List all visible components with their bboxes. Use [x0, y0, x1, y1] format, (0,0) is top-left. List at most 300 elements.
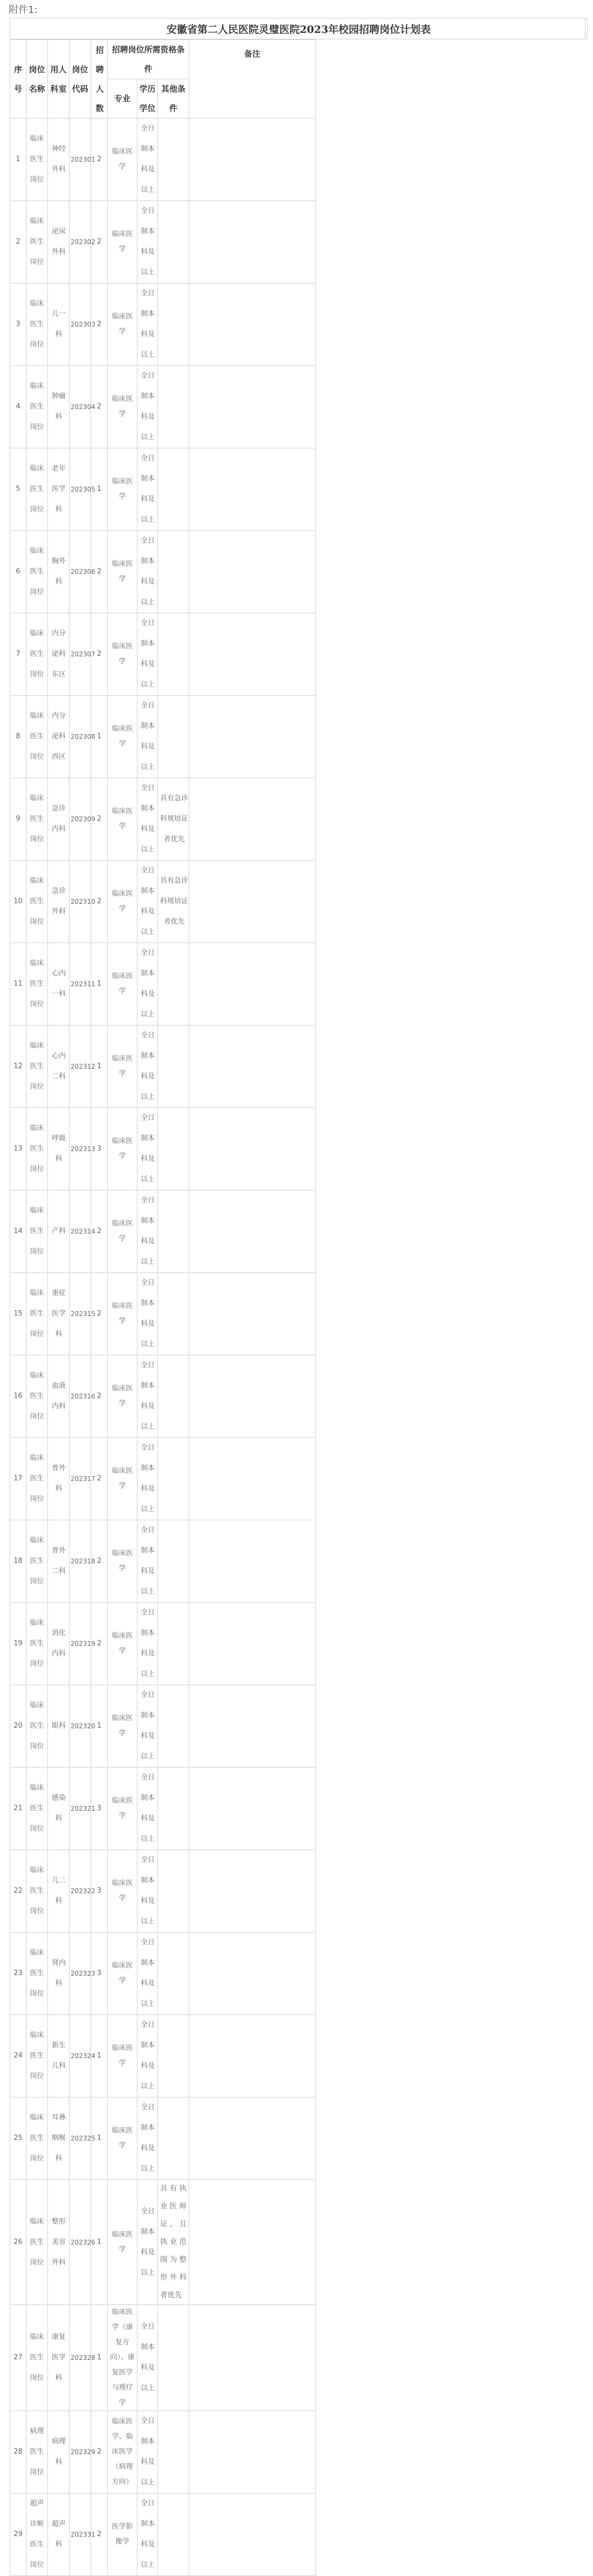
table-row	[10, 1108, 316, 1190]
cell-position: 临床医生岗位	[26, 1850, 48, 1933]
cell-remarks	[189, 1850, 316, 1933]
cell-position: 超声诊断医生岗位	[26, 2494, 48, 2576]
table-row	[10, 1685, 316, 1768]
cell-code: 202303	[70, 283, 91, 366]
cell-education: 全日制本科及以上	[137, 696, 158, 778]
cell-position: 临床医生岗位	[26, 201, 48, 283]
cell-seq: 20	[10, 1685, 26, 1768]
cell-major: 临床医学	[108, 1603, 137, 1685]
cell-major: 临床医学	[108, 613, 137, 696]
cell-code: 202313	[70, 1108, 91, 1190]
cell-remarks	[189, 1603, 316, 1685]
cell-seq: 6	[10, 531, 26, 613]
cell-department: 耳鼻咽喉科	[48, 2097, 70, 2180]
cell-code: 202316	[70, 1355, 91, 1438]
cell-education: 全日制本科及以上	[137, 2097, 158, 2180]
cell-other	[158, 366, 189, 448]
cell-remarks	[189, 1438, 316, 1520]
cell-other	[158, 1850, 189, 1933]
table-row	[10, 2411, 316, 2494]
cell-remarks	[189, 778, 316, 861]
cell-code: 202314	[70, 1190, 91, 1273]
cell-major: 临床医学	[108, 861, 137, 943]
cell-code: 202329	[70, 2411, 91, 2494]
cell-major: 临床医学	[108, 1190, 137, 1273]
cell-education: 全日制本科及以上	[137, 1768, 158, 1850]
cell-department: 普外科	[48, 1438, 70, 1520]
cell-department: 肾内科	[48, 1933, 70, 2015]
cell-code: 202323	[70, 1933, 91, 2015]
cell-education: 全日制本科及以上	[137, 1438, 158, 1520]
cell-code: 202307	[70, 613, 91, 696]
cell-major: 临床医学	[108, 283, 137, 366]
cell-count: 1	[91, 696, 108, 778]
cell-education: 全日制本科及以上	[137, 1850, 158, 1933]
cell-department: 康复医学科	[48, 2305, 70, 2411]
cell-position: 临床医生岗位	[26, 861, 48, 943]
cell-education: 全日制本科及以上	[137, 531, 158, 613]
cell-other: 具有执业医师证，且执业范围为整形外科者优先	[158, 2180, 189, 2305]
table-row	[10, 531, 316, 613]
cell-department: 心内二科	[48, 1026, 70, 1108]
cell-department: 胸外科	[48, 531, 70, 613]
table-row	[10, 366, 316, 448]
cell-other	[158, 1768, 189, 1850]
cell-other	[158, 943, 189, 1026]
cell-seq: 12	[10, 1026, 26, 1108]
cell-remarks	[189, 1768, 316, 1850]
cell-other	[158, 2411, 189, 2494]
cell-position: 临床医生岗位	[26, 1273, 48, 1355]
cell-remarks	[189, 2411, 316, 2494]
cell-other	[158, 613, 189, 696]
cell-position: 临床医生岗位	[26, 531, 48, 613]
cell-code: 202310	[70, 861, 91, 943]
cell-position: 临床医生岗位	[26, 2097, 48, 2180]
cell-education: 全日制本科及以上	[137, 366, 158, 448]
cell-education: 全日制本科及以上	[137, 2180, 158, 2305]
cell-count: 1	[91, 2015, 108, 2097]
cell-major: 临床医学	[108, 1685, 137, 1768]
cell-remarks	[189, 201, 316, 283]
right-border	[585, 18, 588, 39]
cell-major: 临床医学	[108, 778, 137, 861]
cell-education: 全日制本科及以上	[137, 943, 158, 1026]
table-row	[10, 1355, 316, 1438]
cell-position: 临床医生岗位	[26, 366, 48, 448]
table-row	[10, 613, 316, 696]
cell-other	[158, 1933, 189, 2015]
cell-position: 临床医生岗位	[26, 119, 48, 201]
cell-seq: 4	[10, 366, 26, 448]
table-row	[10, 943, 316, 1026]
recruitment-table	[10, 39, 316, 2576]
cell-major: 临床医学、临床医学（病理方向）	[108, 2411, 137, 2494]
cell-code: 202315	[70, 1273, 91, 1355]
table-row	[10, 778, 316, 861]
table-row	[10, 1190, 316, 1273]
cell-code: 202308	[70, 696, 91, 778]
cell-other	[158, 1190, 189, 1273]
cell-major: 临床医学	[108, 1273, 137, 1355]
cell-position: 临床医生岗位	[26, 1768, 48, 1850]
cell-department: 老年医学科	[48, 448, 70, 531]
cell-department: 泌尿外科	[48, 201, 70, 283]
cell-education: 全日制本科及以上	[137, 1355, 158, 1438]
cell-education: 全日制本科及以上	[137, 2305, 158, 2411]
cell-seq: 8	[10, 696, 26, 778]
cell-department: 肿瘤科	[48, 366, 70, 448]
cell-education: 全日制本科及以上	[137, 861, 158, 943]
cell-seq: 23	[10, 1933, 26, 2015]
cell-position: 临床医生岗位	[26, 2305, 48, 2411]
cell-department: 心内一科	[48, 943, 70, 1026]
cell-count: 2	[91, 861, 108, 943]
cell-education: 全日制本科及以上	[137, 2015, 158, 2097]
cell-department: 新生儿科	[48, 2015, 70, 2097]
cell-code: 202309	[70, 778, 91, 861]
cell-other	[158, 2305, 189, 2411]
cell-seq: 27	[10, 2305, 26, 2411]
cell-code: 202328	[70, 2305, 91, 2411]
cell-count: 2	[91, 283, 108, 366]
cell-department: 呼吸科	[48, 1108, 70, 1190]
cell-position: 临床医生岗位	[26, 2015, 48, 2097]
cell-remarks	[189, 1190, 316, 1273]
cell-code: 202317	[70, 1438, 91, 1520]
cell-department: 病理科	[48, 2411, 70, 2494]
cell-position: 临床医生岗位	[26, 1026, 48, 1108]
cell-other	[158, 2097, 189, 2180]
cell-position: 临床医生岗位	[26, 1355, 48, 1438]
cell-major: 临床医学	[108, 1933, 137, 2015]
cell-remarks	[189, 861, 316, 943]
cell-position: 临床医生岗位	[26, 613, 48, 696]
cell-department: 普外二科	[48, 1520, 70, 1603]
cell-remarks	[189, 2097, 316, 2180]
table-row	[10, 2015, 316, 2097]
cell-education: 全日制本科及以上	[137, 1026, 158, 1108]
cell-other	[158, 1273, 189, 1355]
cell-position: 临床医生岗位	[26, 1603, 48, 1685]
cell-code: 202321	[70, 1768, 91, 1850]
cell-seq: 26	[10, 2180, 26, 2305]
cell-other: 具有急诊科规培证者优先	[158, 778, 189, 861]
cell-count: 2	[91, 1273, 108, 1355]
cell-position: 临床医生岗位	[26, 1520, 48, 1603]
cell-major: 临床医学	[108, 1768, 137, 1850]
cell-seq: 24	[10, 2015, 26, 2097]
cell-major: 临床医学	[108, 943, 137, 1026]
cell-department: 神经外科	[48, 119, 70, 201]
cell-remarks	[189, 448, 316, 531]
cell-other	[158, 1108, 189, 1190]
table-row	[10, 119, 316, 201]
cell-remarks	[189, 1685, 316, 1768]
cell-department: 儿一科	[48, 283, 70, 366]
cell-major: 临床医学	[108, 1850, 137, 1933]
cell-education: 全日制本科及以上	[137, 1190, 158, 1273]
cell-seq: 21	[10, 1768, 26, 1850]
cell-seq: 22	[10, 1850, 26, 1933]
cell-code: 202319	[70, 1603, 91, 1685]
header-department: 用人科室	[48, 40, 70, 119]
cell-remarks	[189, 119, 316, 201]
cell-major: 临床医学	[108, 1026, 137, 1108]
cell-seq: 15	[10, 1273, 26, 1355]
cell-major: 临床医学	[108, 696, 137, 778]
cell-code: 202325	[70, 2097, 91, 2180]
cell-major: 临床医学	[108, 448, 137, 531]
cell-department: 内分泌科西区	[48, 696, 70, 778]
header-requirements: 招聘岗位所需资格条件	[108, 40, 189, 79]
cell-count: 2	[91, 1190, 108, 1273]
cell-education: 全日制本科及以上	[137, 2411, 158, 2494]
cell-code: 202302	[70, 201, 91, 283]
cell-position: 临床医生岗位	[26, 1190, 48, 1273]
cell-code: 202320	[70, 1685, 91, 1768]
attachment-label: 附件1:	[9, 4, 38, 16]
cell-education: 全日制本科及以上	[137, 119, 158, 201]
cell-education: 全日制本科及以上	[137, 1520, 158, 1603]
cell-position: 临床医生岗位	[26, 778, 48, 861]
cell-education: 全日制本科及以上	[137, 1273, 158, 1355]
table-row	[10, 2305, 316, 2411]
cell-major: 临床医学	[108, 2097, 137, 2180]
header-education: 学历学位	[137, 79, 158, 119]
cell-position: 临床医生岗位	[26, 943, 48, 1026]
table-row	[10, 1438, 316, 1520]
cell-department: 感染科	[48, 1768, 70, 1850]
cell-major: 临床医学（康复方向）、康复医学与理疗学	[108, 2305, 137, 2411]
cell-position: 临床医生岗位	[26, 696, 48, 778]
cell-education: 全日制本科及以上	[137, 613, 158, 696]
cell-seq: 7	[10, 613, 26, 696]
cell-count: 2	[91, 201, 108, 283]
cell-code: 202305	[70, 448, 91, 531]
table-row	[10, 696, 316, 778]
cell-position: 临床医生岗位	[26, 283, 48, 366]
header-seq: 序号	[10, 40, 26, 119]
cell-education: 全日制本科及以上	[137, 1603, 158, 1685]
cell-remarks	[189, 2015, 316, 2097]
cell-other	[158, 283, 189, 366]
cell-remarks	[189, 1273, 316, 1355]
cell-seq: 18	[10, 1520, 26, 1603]
cell-department: 眼科	[48, 1685, 70, 1768]
cell-remarks	[189, 1026, 316, 1108]
cell-remarks	[189, 1933, 316, 2015]
cell-seq: 10	[10, 861, 26, 943]
cell-remarks	[189, 696, 316, 778]
cell-count: 2	[91, 613, 108, 696]
cell-department: 产科	[48, 1190, 70, 1273]
cell-major: 临床医学	[108, 366, 137, 448]
cell-major: 临床医学	[108, 531, 137, 613]
cell-count: 1	[91, 448, 108, 531]
cell-other	[158, 448, 189, 531]
cell-count: 2	[91, 1438, 108, 1520]
cell-count: 3	[91, 1933, 108, 2015]
cell-seq: 13	[10, 1108, 26, 1190]
cell-seq: 9	[10, 778, 26, 861]
cell-position: 临床医生岗位	[26, 1933, 48, 2015]
cell-other	[158, 1603, 189, 1685]
cell-count: 2	[91, 1520, 108, 1603]
cell-department: 儿二科	[48, 1850, 70, 1933]
cell-major: 临床医学	[108, 1520, 137, 1603]
cell-seq: 2	[10, 201, 26, 283]
cell-count: 2	[91, 1603, 108, 1685]
table-row	[10, 2097, 316, 2180]
cell-other	[158, 2015, 189, 2097]
cell-department: 重症医学科	[48, 1273, 70, 1355]
cell-other	[158, 119, 189, 201]
header-major: 专业	[108, 79, 137, 119]
cell-major: 临床医学	[108, 1355, 137, 1438]
cell-other	[158, 1685, 189, 1768]
cell-seq: 16	[10, 1355, 26, 1438]
table-row	[10, 2494, 316, 2576]
cell-count: 2	[91, 2494, 108, 2576]
cell-remarks	[189, 2180, 316, 2305]
cell-count: 3	[91, 1108, 108, 1190]
cell-remarks	[189, 2305, 316, 2411]
cell-seq: 5	[10, 448, 26, 531]
cell-count: 1	[91, 943, 108, 1026]
table-row	[10, 1603, 316, 1685]
cell-code: 202304	[70, 366, 91, 448]
table-row	[10, 1850, 316, 1933]
cell-count: 2	[91, 531, 108, 613]
cell-other: 具有急诊科规培证者优先	[158, 861, 189, 943]
cell-seq: 28	[10, 2411, 26, 2494]
cell-other	[158, 1026, 189, 1108]
table-row	[10, 1026, 316, 1108]
cell-code: 202312	[70, 1026, 91, 1108]
cell-education: 全日制本科及以上	[137, 2494, 158, 2576]
cell-code: 202306	[70, 531, 91, 613]
cell-count: 1	[91, 2097, 108, 2180]
cell-education: 全日制本科及以上	[137, 201, 158, 283]
cell-position: 临床医生岗位	[26, 2180, 48, 2305]
cell-count: 1	[91, 2305, 108, 2411]
header-other: 其他条件	[158, 79, 189, 119]
cell-other	[158, 1355, 189, 1438]
cell-department: 血液内科	[48, 1355, 70, 1438]
cell-code: 202324	[70, 2015, 91, 2097]
header-code: 岗位代码	[70, 40, 91, 119]
cell-major: 临床医学	[108, 201, 137, 283]
cell-other	[158, 201, 189, 283]
cell-department: 急诊内科	[48, 778, 70, 861]
table-row	[10, 1933, 316, 2015]
cell-seq: 25	[10, 2097, 26, 2180]
cell-seq: 11	[10, 943, 26, 1026]
cell-education: 全日制本科及以上	[137, 1108, 158, 1190]
cell-remarks	[189, 531, 316, 613]
cell-education: 全日制本科及以上	[137, 1685, 158, 1768]
cell-major: 临床医学	[108, 119, 137, 201]
cell-major: 临床医学	[108, 1438, 137, 1520]
cell-count: 2	[91, 778, 108, 861]
cell-seq: 17	[10, 1438, 26, 1520]
cell-education: 全日制本科及以上	[137, 1933, 158, 2015]
cell-count: 3	[91, 1850, 108, 1933]
cell-other	[158, 696, 189, 778]
cell-department: 超声科	[48, 2494, 70, 2576]
cell-count: 1	[91, 2180, 108, 2305]
table-row	[10, 1273, 316, 1355]
cell-remarks	[189, 283, 316, 366]
cell-remarks	[189, 366, 316, 448]
cell-major: 临床医学	[108, 1108, 137, 1190]
cell-remarks	[189, 943, 316, 1026]
cell-position: 临床医生岗位	[26, 1685, 48, 1768]
cell-major: 临床医学	[108, 2180, 137, 2305]
cell-other	[158, 1438, 189, 1520]
cell-code: 202331	[70, 2494, 91, 2576]
cell-education: 全日制本科及以上	[137, 778, 158, 861]
cell-count: 3	[91, 1768, 108, 1850]
table-row	[10, 2180, 316, 2305]
cell-code: 202301	[70, 119, 91, 201]
cell-major: 医学影像学	[108, 2494, 137, 2576]
cell-department: 消化内科	[48, 1603, 70, 1685]
cell-seq: 1	[10, 119, 26, 201]
cell-count: 2	[91, 2411, 108, 2494]
cell-position: 病理医生岗位	[26, 2411, 48, 2494]
cell-department: 内分泌科东区	[48, 613, 70, 696]
cell-seq: 19	[10, 1603, 26, 1685]
cell-count: 2	[91, 119, 108, 201]
cell-major: 临床医学	[108, 2015, 137, 2097]
cell-remarks	[189, 2494, 316, 2576]
cell-code: 202311	[70, 943, 91, 1026]
cell-remarks	[189, 613, 316, 696]
cell-count: 1	[91, 1026, 108, 1108]
table-title: 安徽省第二人民医院灵璧医院2023年校园招聘岗位计划表	[10, 18, 588, 39]
cell-remarks	[189, 1520, 316, 1603]
cell-other	[158, 531, 189, 613]
cell-code: 202318	[70, 1520, 91, 1603]
cell-code: 202326	[70, 2180, 91, 2305]
cell-count: 2	[91, 1355, 108, 1438]
cell-remarks	[189, 1355, 316, 1438]
cell-code: 202322	[70, 1850, 91, 1933]
cell-department: 急诊外科	[48, 861, 70, 943]
cell-count: 2	[91, 366, 108, 448]
cell-remarks	[189, 1108, 316, 1190]
cell-other	[158, 2494, 189, 2576]
cell-position: 临床医生岗位	[26, 1108, 48, 1190]
table-row	[10, 861, 316, 943]
table-row	[10, 1520, 316, 1603]
table-row	[10, 283, 316, 366]
cell-education: 全日制本科及以上	[137, 448, 158, 531]
cell-position: 临床医生岗位	[26, 448, 48, 531]
cell-education: 全日制本科及以上	[137, 283, 158, 366]
cell-seq: 3	[10, 283, 26, 366]
table-row	[10, 448, 316, 531]
cell-count: 1	[91, 1685, 108, 1768]
header-remarks: 备注	[189, 40, 316, 119]
cell-seq: 29	[10, 2494, 26, 2576]
table-row	[10, 1768, 316, 1850]
cell-other	[158, 1520, 189, 1603]
cell-position: 临床医生岗位	[26, 1438, 48, 1520]
header-count: 招聘人数	[91, 40, 108, 119]
